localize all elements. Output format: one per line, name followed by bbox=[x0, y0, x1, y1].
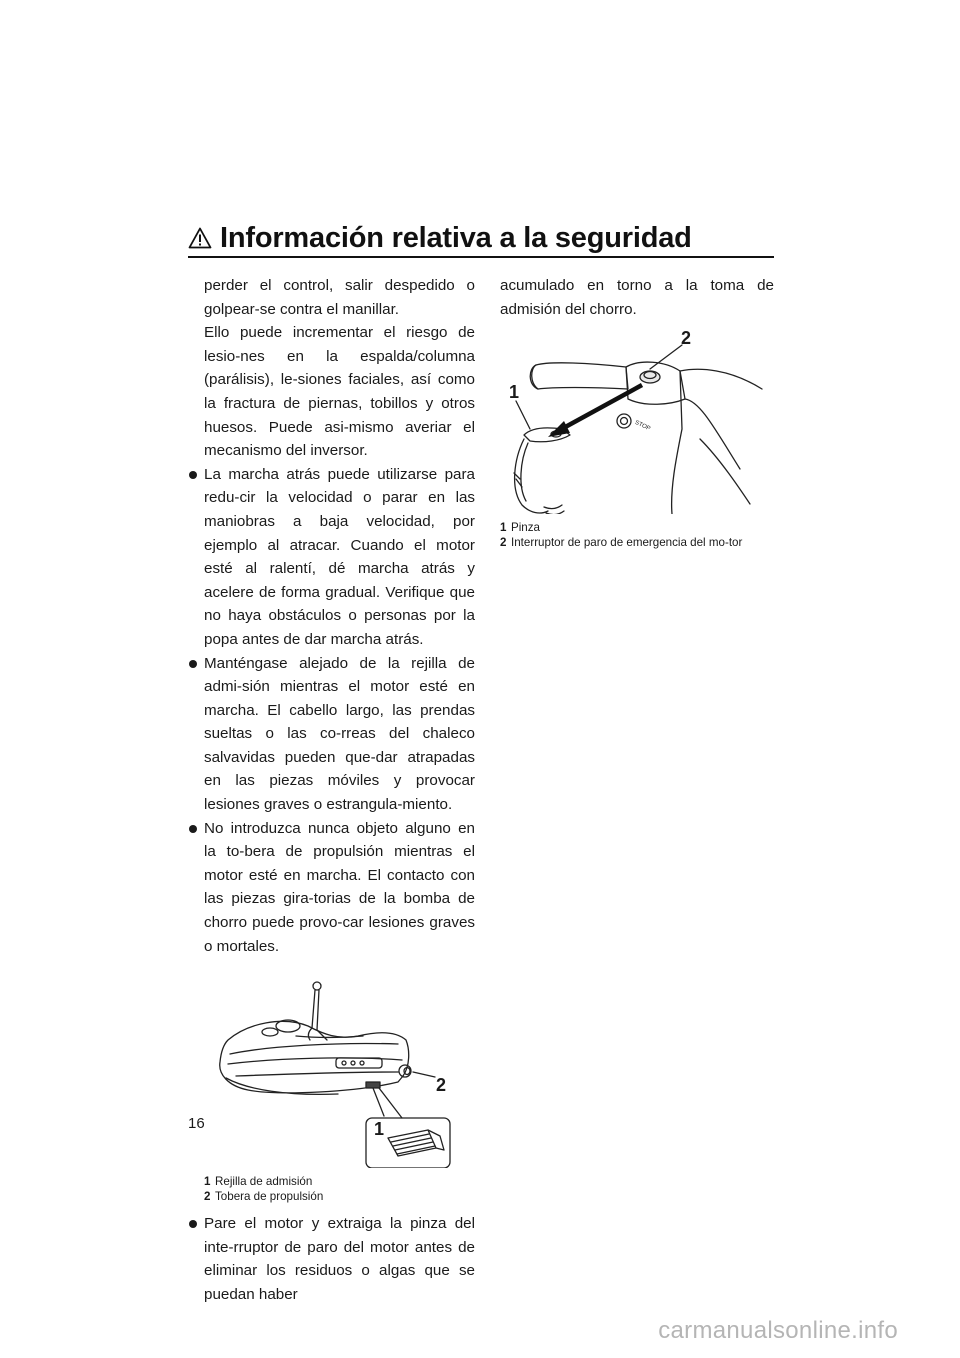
list-item-text: Pare el motor y extraiga la pinza del inte-rruptor de paro del motor antes de eliminar los residuos o algas que se puedan haber bbox=[204, 1215, 475, 1303]
figure-caption bbox=[188, 1174, 475, 1204]
callout-1: 1 bbox=[374, 1119, 385, 1140]
intro-paragraph: Ello puede incrementar el riesgo de lesio-nes en la espalda/columna (parálisis), le-siones faciales, así como la fractura de piernas, tobillos y otros huesos. Puede asi-mismo averiar el mecanismo del inversor. bbox=[204, 324, 475, 460]
continuation-paragraph: acumulado en torno a la toma de admisión del chorro. bbox=[500, 277, 774, 318]
caption-text: Rejilla de admisión bbox=[215, 1175, 313, 1189]
stop-switch-label: STOP bbox=[633, 420, 652, 433]
list-item-text: La marcha atrás puede utilizarse para redu-cir la velocidad o parar en las maniobras a baja velocidad, por ejemplo al atracar. Cuando el motor esté al ralentí, dé marcha atrás y acelere de forma gradual. Verifique que no haya obstáculos o personas por la popa antes de dar marcha atrás. bbox=[204, 465, 475, 648]
caption-number: 1 bbox=[204, 1175, 211, 1189]
bullet-icon bbox=[189, 1220, 197, 1228]
caption-text: Interruptor de paro de emergencia del mo-tor bbox=[511, 536, 743, 550]
caption-number: 1 bbox=[500, 521, 507, 535]
warning-triangle-icon bbox=[188, 227, 212, 249]
caption-number: 2 bbox=[204, 1190, 211, 1204]
list-item bbox=[188, 1212, 475, 1306]
right-column bbox=[500, 274, 774, 550]
list-item-text: No introduzca nunca objeto alguno en la to-bera de propulsión mientras el motor esté en marcha. El contacto con las piezas gira-torias de la bomba de chorro puede provo-car lesiones graves o mortales. bbox=[204, 819, 475, 955]
callout-2: 2 bbox=[436, 1075, 447, 1096]
bullet-icon bbox=[189, 660, 197, 668]
list-item-text: Manténgase alejado de la rejilla de admi-sión mientras el motor esté en marcha. El cabello largo, las prendas sueltas o las co-rreas del chaleco salvavidas pueden que-dar atrapadas en las piezas móviles y provocar lesiones graves o estrangula-miento. bbox=[204, 654, 475, 814]
callout-2: 2 bbox=[681, 328, 692, 349]
watermark: carmanualsonline.info bbox=[658, 1317, 898, 1344]
header-rule bbox=[188, 256, 774, 258]
caption-number: 2 bbox=[500, 536, 507, 550]
figure-caption bbox=[500, 520, 750, 550]
left-column bbox=[188, 274, 475, 1307]
bullet-icon bbox=[189, 471, 197, 479]
page-header bbox=[188, 222, 774, 258]
caption-text: Pinza bbox=[511, 521, 541, 535]
bullet-icon bbox=[189, 825, 197, 833]
figure-handlebar-stop-switch bbox=[500, 329, 774, 514]
list-item bbox=[188, 463, 475, 652]
watercraft-stern-illustration bbox=[188, 978, 475, 1168]
intro-paragraph: perder el control, salir despedido o golpear-se contra el manillar. bbox=[204, 277, 475, 318]
page-number: 16 bbox=[188, 1115, 205, 1132]
figure-watercraft-stern bbox=[188, 978, 475, 1168]
caption-text: Tobera de propulsión bbox=[215, 1190, 324, 1204]
list-item bbox=[188, 652, 475, 817]
page-title: Información relativa a la seguridad bbox=[220, 222, 692, 254]
list-item bbox=[188, 817, 475, 959]
callout-1: 1 bbox=[509, 382, 520, 403]
